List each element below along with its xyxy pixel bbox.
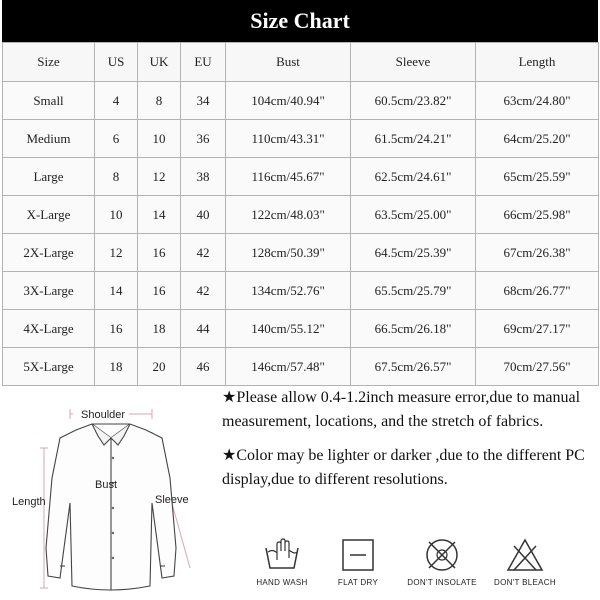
cell-size: 4X-Large xyxy=(3,310,95,348)
cell-eu: 44 xyxy=(181,310,226,348)
cell-length: 66cm/25.98" xyxy=(476,196,599,234)
header-length: Length xyxy=(476,43,599,82)
size-table xyxy=(2,42,599,386)
size-chart-title xyxy=(2,0,598,42)
care-label-do-not-insolate: DON'T INSOLATE xyxy=(407,578,477,587)
cell-sleeve: 62.5cm/24.61" xyxy=(351,158,476,196)
cell-size: 5X-Large xyxy=(3,348,95,386)
color-note: ★Color may be lighter or darker ,due to the different PC display,due to different resolutions. xyxy=(222,447,585,488)
shirt-measurement-diagram xyxy=(0,398,215,600)
cell-us: 10 xyxy=(95,196,138,234)
cell-sleeve: 67.5cm/26.57" xyxy=(351,348,476,386)
cell-eu: 40 xyxy=(181,196,226,234)
cell-us: 12 xyxy=(95,234,138,272)
table-row xyxy=(3,158,599,196)
cell-uk: 12 xyxy=(138,158,181,196)
table-row xyxy=(3,272,599,310)
cell-eu: 46 xyxy=(181,348,226,386)
cell-size: Small xyxy=(3,82,95,120)
cell-sleeve: 64.5cm/25.39" xyxy=(351,234,476,272)
cell-uk: 8 xyxy=(138,82,181,120)
table-row xyxy=(3,310,599,348)
care-label-hand-wash: HAND WASH xyxy=(256,578,308,587)
cell-us: 18 xyxy=(95,348,138,386)
care-do-not-insolate xyxy=(397,538,487,587)
sleeve-label: Sleeve xyxy=(155,494,189,506)
care-label-flat-dry: FLAT DRY xyxy=(337,578,379,587)
cell-length: 68cm/26.77" xyxy=(476,272,599,310)
notes xyxy=(222,386,600,502)
cell-bust: 104cm/40.94" xyxy=(226,82,351,120)
cell-eu: 42 xyxy=(181,272,226,310)
cell-size: 2X-Large xyxy=(3,234,95,272)
flat-dry-icon xyxy=(340,538,376,572)
cell-bust: 122cm/48.03" xyxy=(226,196,351,234)
cell-size: Medium xyxy=(3,120,95,158)
header-eu: EU xyxy=(181,43,226,82)
cell-uk: 18 xyxy=(138,310,181,348)
table-row xyxy=(3,82,599,120)
cell-eu: 34 xyxy=(181,82,226,120)
header-bust: Bust xyxy=(226,43,351,82)
cell-length: 64cm/25.20" xyxy=(476,120,599,158)
cell-us: 8 xyxy=(95,158,138,196)
cell-us: 6 xyxy=(95,120,138,158)
cell-size: Large xyxy=(3,158,95,196)
measure-error-note: ★Please allow 0.4-1.2inch measure error,due to manual measurement, locations, and the stretch of fabrics. xyxy=(222,389,581,430)
cell-length: 65cm/25.59" xyxy=(476,158,599,196)
cell-length: 70cm/27.56" xyxy=(476,348,599,386)
care-label-do-not-bleach: DON'T BLEACH xyxy=(494,578,556,587)
hand-wash-icon xyxy=(262,538,302,572)
cell-uk: 14 xyxy=(138,196,181,234)
cell-us: 4 xyxy=(95,82,138,120)
cell-bust: 134cm/52.76" xyxy=(226,272,351,310)
header-uk: UK xyxy=(138,43,181,82)
cell-sleeve: 65.5cm/25.79" xyxy=(351,272,476,310)
cell-bust: 146cm/57.48" xyxy=(226,348,351,386)
cell-eu: 42 xyxy=(181,234,226,272)
cell-uk: 16 xyxy=(138,234,181,272)
cell-bust: 116cm/45.67" xyxy=(226,158,351,196)
table-body xyxy=(3,82,599,386)
cell-bust: 110cm/43.31" xyxy=(226,120,351,158)
cell-length: 67cm/26.38" xyxy=(476,234,599,272)
header-size: Size xyxy=(3,43,95,82)
cell-length: 63cm/24.80" xyxy=(476,82,599,120)
cell-uk: 20 xyxy=(138,348,181,386)
cell-size: 3X-Large xyxy=(3,272,95,310)
table-row xyxy=(3,234,599,272)
title-text: Size Chart xyxy=(250,8,350,33)
care-flat-dry xyxy=(313,538,403,587)
cell-sleeve: 61.5cm/24.21" xyxy=(351,120,476,158)
do-not-bleach-icon xyxy=(506,538,544,572)
table-header-row xyxy=(3,43,599,82)
cell-us: 16 xyxy=(95,310,138,348)
cell-eu: 36 xyxy=(181,120,226,158)
cell-us: 14 xyxy=(95,272,138,310)
do-not-insolate-icon xyxy=(423,538,461,572)
cell-sleeve: 63.5cm/25.00" xyxy=(351,196,476,234)
cell-sleeve: 66.5cm/26.18" xyxy=(351,310,476,348)
table-row xyxy=(3,196,599,234)
cell-size: X-Large xyxy=(3,196,95,234)
length-label: Length xyxy=(12,496,46,508)
care-do-not-bleach xyxy=(480,538,570,587)
shoulder-label: Shoulder xyxy=(81,409,126,421)
cell-uk: 16 xyxy=(138,272,181,310)
cell-sleeve: 60.5cm/23.82" xyxy=(351,82,476,120)
header-sleeve: Sleeve xyxy=(351,43,476,82)
cell-bust: 128cm/50.39" xyxy=(226,234,351,272)
cell-length: 69cm/27.17" xyxy=(476,310,599,348)
header-us: US xyxy=(95,43,138,82)
bust-label: Bust xyxy=(95,479,118,491)
table-row xyxy=(3,120,599,158)
shirt-outline-icon xyxy=(0,398,215,600)
table-row xyxy=(3,348,599,386)
cell-bust: 140cm/55.12" xyxy=(226,310,351,348)
cell-uk: 10 xyxy=(138,120,181,158)
cell-eu: 38 xyxy=(181,158,226,196)
